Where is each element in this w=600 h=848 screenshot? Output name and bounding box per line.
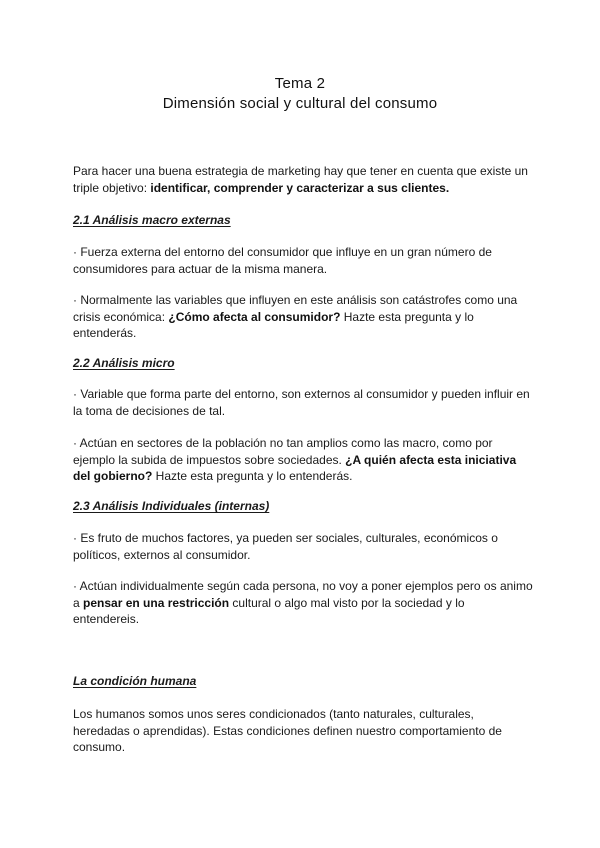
section-heading-micro: 2.2 Análisis micro: [73, 356, 175, 370]
intro-paragraph: [73, 163, 533, 196]
section-individual-paragraph-1: · Es fruto de muchos factores, ya pueden ser sociales, culturales, económicos o políticos, externos al consumidor.: [73, 531, 498, 562]
intro-text: Para hacer una buena estrategia de marketing hay que tener en cuenta que existe un triple objetivo:: [73, 164, 528, 195]
section-heading-human-condition: La condición humana: [73, 674, 197, 688]
individual-p2-text-end: cultural o algo mal visto por la sociedad y lo entendereis.: [73, 595, 465, 626]
section-heading-macro: 2.1 Análisis macro externas: [73, 213, 231, 227]
micro-p2-text: · Actúan en sectores de la población no tan amplios como las macro, como por ejemplo la subida de impuestos sobre sociedades.: [73, 436, 493, 467]
macro-p2-bold: ¿Cómo afecta al consumidor?: [168, 309, 341, 324]
section-macro-paragraph-2: [73, 292, 533, 342]
page-subtitle: Dimensión social y cultural del consumo: [162, 95, 438, 112]
macro-p2-text-end: Hazte esta pregunta y lo entenderás.: [73, 309, 474, 340]
individual-p2-text: · Actúan individualmente según cada persona, no voy a poner ejemplos pero os animo a: [73, 579, 533, 610]
title-block: [0, 74, 600, 114]
section-heading-individual: 2.3 Análisis Individuales (internas): [73, 499, 270, 513]
section-macro-paragraph-1: · Fuerza externa del entorno del consumidor que influye en un gran número de consumidores para actuar de la misma manera.: [73, 245, 492, 276]
page-title: Tema 2: [274, 75, 326, 92]
intro-bold: identificar, comprender y caracterizar a sus clientes.: [150, 180, 450, 195]
macro-p2-text: · Normalmente las variables que influyen en este análisis son catástrofes como una crisis económica:: [73, 293, 518, 324]
section-human-condition-paragraph: Los humanos somos unos seres condicionados (tanto naturales, culturales, heredadas o aprendidas). Estas condiciones definen nuestro comportamiento de consumo.: [73, 707, 502, 754]
section-micro-paragraph-1: · Variable que forma parte del entorno, son externos al consumidor y pueden influir en la toma de decisiones de tal.: [73, 387, 530, 418]
micro-p2-text-end: Hazte esta pregunta y lo entenderás.: [152, 469, 353, 483]
individual-p2-bold: pensar en una restricción: [83, 595, 230, 610]
section-micro-paragraph-2: [73, 435, 533, 485]
micro-p2-bold: ¿A quién afecta esta iniciativa del gobierno?: [73, 452, 517, 483]
section-individual-paragraph-2: [73, 578, 533, 628]
